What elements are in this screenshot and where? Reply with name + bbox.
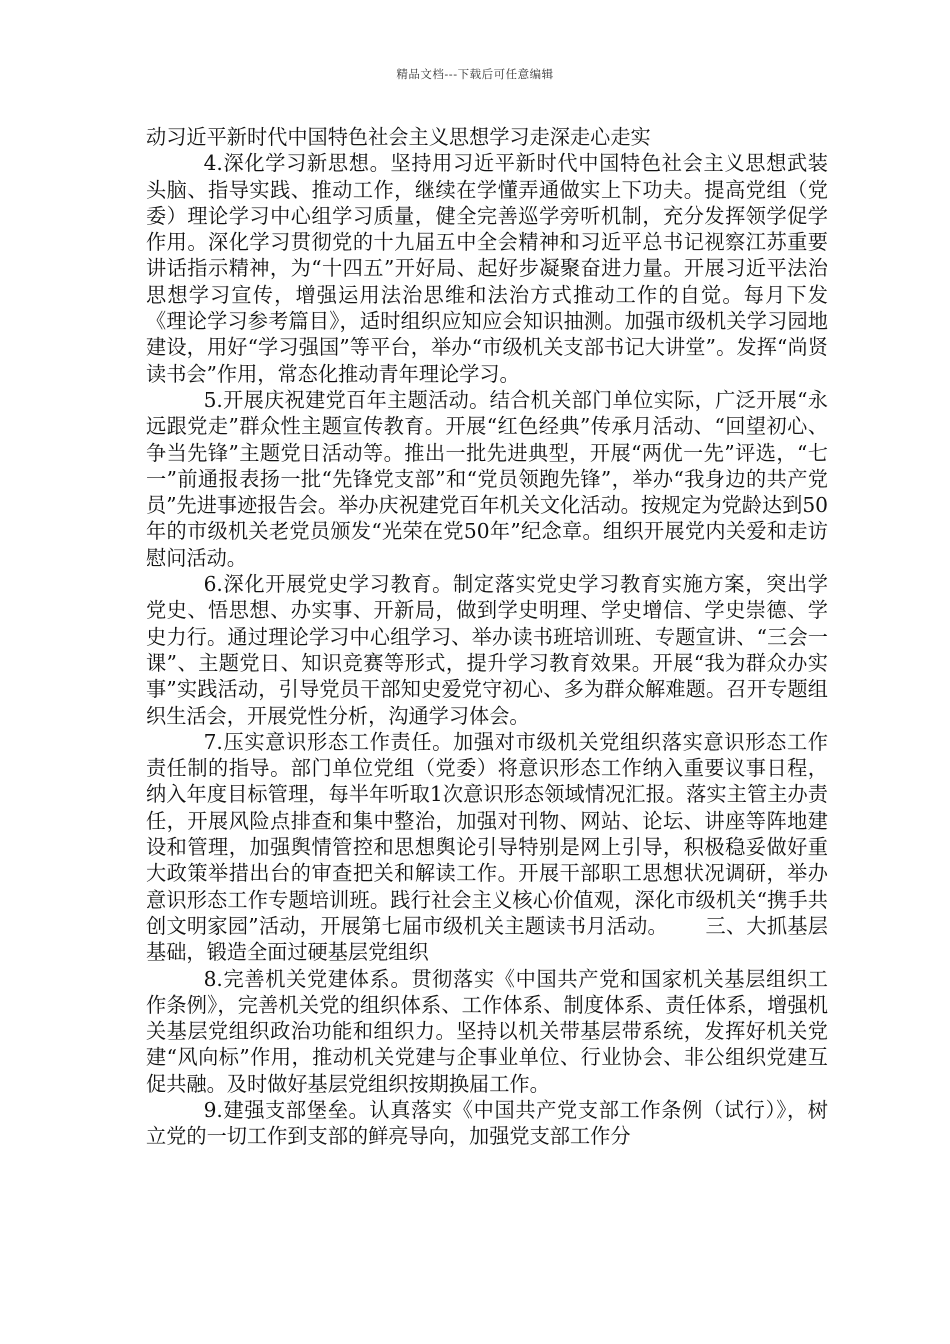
paragraph-item-6: 6.深化开展党史学习教育。制定落实党史学习教育实施方案，突出学党史、悟思想、办实事、开新局，做到学史明理、学史增信、学史崇德、学史力行。通过理论学习中心组学习、举办读书班培训班、专题宣讲、“三会一课”、主题党日、知识竞赛等形式，提升学习教育效果。开展“我为群众办实事”实践活动，引导党员干部知史爱党守初心、多为群众解难题。召开专题组织生活会，开展党性分析，沟通学习体会。: [146, 572, 828, 728]
document-body: [146, 124, 828, 1150]
paragraph-item-8: 8.完善机关党建体系。贯彻落实《中国共产党和国家机关基层组织工作条例》，完善机关党的组织体系、工作体系、制度体系、责任体系，增强机关基层党组织政治功能和组织力。坚持以机关带基层带系统，发挥好机关党建“风向标”作用，推动机关党建与企事业单位、行业协会、非公组织党建互促共融。及时做好基层党组织按期换届工作。: [146, 966, 828, 1096]
page-header: 精品文档---下载后可任意编辑: [396, 67, 554, 81]
paragraph-item-5: 5.开展庆祝建党百年主题活动。结合机关部门单位实际，广泛开展“永远跟党走”群众性主题宣传教育。开展“红色经典”传承月活动、“回望初心、争当先锋”主题党日活动等。推出一批先进典型，开展“两优一先”评选，“七一”前通报表扬一批“先锋党支部”和“党员领跑先锋”，举办“我身边的共产党员”先进事迹报告会。举办庆祝建党百年机关文化活动。按规定为党龄达到50年的市级机关老党员颁发“光荣在党50年”纪念章。组织开展党内关爱和走访慰问活动。: [146, 387, 829, 570]
paragraph-continuation: 动习近平新时代中国特色社会主义思想学习走深走心走实: [146, 125, 651, 149]
paragraph-item-4: 4.深化学习新思想。坚持用习近平新时代中国特色社会主义思想武装头脑、指导实践、推动工作，继续在学懂弄通做实上下功夫。提高党组（党委）理论学习中心组学习质量，健全完善巡学旁听机制，充分发挥领学促学作用。深化学习贯彻党的十九届五中全会精神和习近平总书记视察江苏重要讲话指示精神，为“十四五”开好局、起好步凝聚奋进力量。开展习近平法治思想学习宣传，增强运用法治思维和法治方式推动工作的自觉。每月下发《理论学习参考篇目》，适时组织应知应会知识抽测。加强市级机关学习园地建设，用好“学习强国”等平台，举办“市级机关支部书记大讲堂”。发挥“尚贤读书会”作用，常态化推动青年理论学习。: [146, 151, 828, 386]
paragraph-item-7: 7.压实意识形态工作责任。加强对市级机关党组织落实意识形态工作责任制的指导。部门单位党组（党委）将意识形态工作纳入重要议事日程，纳入年度目标管理，每半年听取1次意识形态领域情况汇报。落实主管主办责任，开展风险点排查和集中整治，加强对刊物、网站、论坛、讲座等阵地建设和管理，加强舆情管控和思想舆论引导特别是网上引导，积极稳妥做好重大政策举措出台的审查把关和解读工作。开展干部职工思想状况调研，举办意识形态工作专题培训班。践行社会主义核心价值观，深化市级机关“携手共创文明家园”活动，开展第七届市级机关主题读书月活动。 三、大抓基层基础，锻造全面过硬基层党组织: [146, 729, 828, 965]
paragraph-item-9: 9.建强支部堡垒。认真落实《中国共产党支部工作条例（试行）》，树立党的一切工作到支部的鲜亮导向，加强党支部工作分: [146, 1097, 828, 1149]
